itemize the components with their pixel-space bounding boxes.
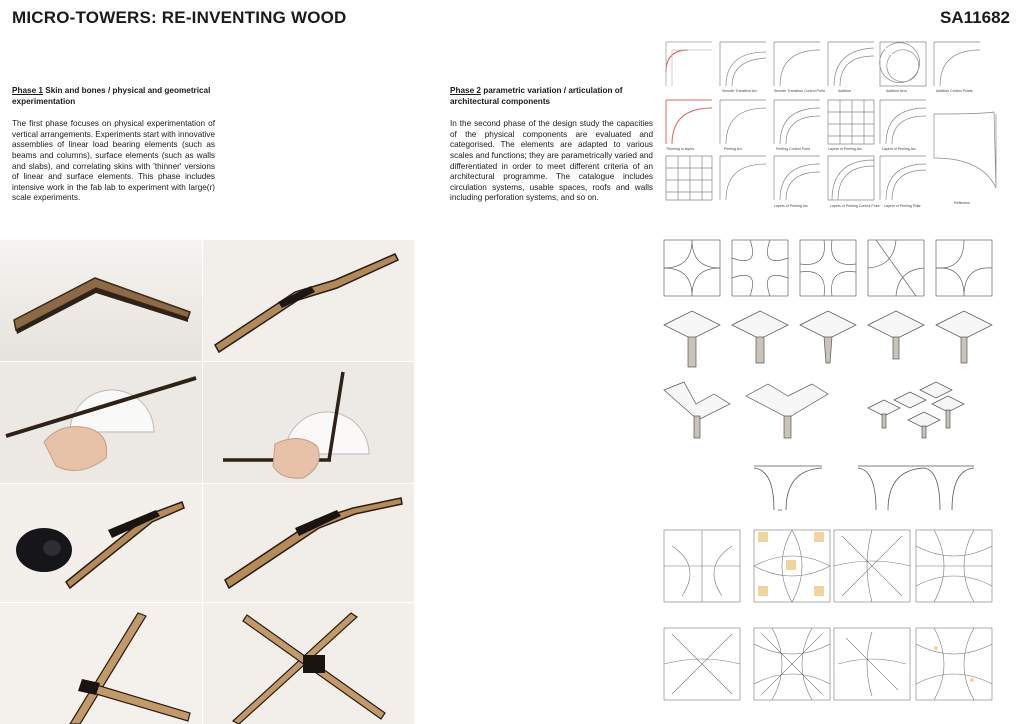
phase2-body: In the second phase of the design study the capacities of the physical components are evaluated and categorised. The elements are adapted to various scales and functions; they are parametrically varied and differentiated in order to meet different criteria of an architectural programme. The catalogue includes circulation systems, usable spaces, roofs and walls including perforation systems, and so on. xyxy=(450,119,653,203)
bent-beam-image xyxy=(0,240,202,361)
phase2-heading-text: parametric variation / articulation of architectural components xyxy=(450,86,623,106)
photo-split-beam xyxy=(0,603,202,724)
phase2-label: Phase 2 xyxy=(450,86,481,95)
axonometric-units-row xyxy=(662,305,1002,375)
label-smooth-cp: Smooth Transition Control Point xyxy=(774,89,825,93)
label-addition: Addition xyxy=(838,89,851,93)
page-title: MICRO-TOWERS: RE-INVENTING WOOD xyxy=(12,8,347,27)
photo-bent-beam-2 xyxy=(203,240,414,361)
section-profiles-diagram xyxy=(662,462,1002,512)
label-layers-peeling-2: Layers of Peeling Arc xyxy=(882,147,916,151)
split-beam-image xyxy=(0,603,202,724)
plan-tiles-row xyxy=(662,238,1002,298)
label-reflection: Reflection xyxy=(954,201,970,205)
plan-tiles-diagram xyxy=(662,238,1002,298)
phase1-label: Phase 1 xyxy=(12,86,43,95)
axonometric-units-diagram xyxy=(662,305,1002,375)
phase2-heading xyxy=(450,86,653,107)
protractor-image xyxy=(203,362,414,483)
label-layers-peeling-3: Layers of Peeling Arc xyxy=(774,204,808,208)
axonometric-assemblies-row xyxy=(662,378,1002,440)
label-layers-peeling-pillar: Layers of Peeling Pillar xyxy=(884,204,921,208)
protractor-image xyxy=(0,362,202,483)
plan-assemblies-row-2 xyxy=(662,624,1002,704)
phase1-heading-text: Skin and bones / physical and geometrical experimentation xyxy=(12,86,211,106)
photo-tape-beam-2 xyxy=(203,484,414,602)
label-peeling-cp: Peeling Control Point xyxy=(776,147,810,151)
cross-beam-image xyxy=(203,603,414,724)
label-thinning: Thinning in layers xyxy=(666,147,695,151)
label-addition-arcs: Addition Arcs xyxy=(886,89,907,93)
photo-protractor-1 xyxy=(0,362,202,483)
photo-cross-beam xyxy=(203,603,414,724)
label-addition-cp: Addition Control Points xyxy=(936,89,973,93)
photo-bent-beam-1 xyxy=(0,240,202,361)
plan-assemblies-row-1 xyxy=(662,526,1002,606)
plan-assemblies-diagram xyxy=(662,624,1002,704)
photo-tape-beam-1 xyxy=(0,484,202,602)
phase2-text-block xyxy=(450,86,653,204)
label-smooth-arc: Smooth Transition Arc xyxy=(722,89,758,93)
section-profiles-row xyxy=(662,462,1002,512)
project-code: SA11682 xyxy=(940,8,1010,27)
arc-diagram-grid xyxy=(662,38,1002,210)
phase1-body: The first phase focuses on physical experimentation of vertical arrangements. Experiments start with innovative assemblies of linear load bearing elements (such as beams and columns), surface elements (such as walls and slabs), and correlating skins with 'thinner' versions of linear and surface elements. This phase includes intensive work in the fab lab to experiment with large(r) scale experiments. xyxy=(12,119,215,203)
phase1-heading xyxy=(12,86,215,107)
arc-variation-catalogue xyxy=(662,38,1002,210)
axonometric-assemblies-diagram xyxy=(662,378,1002,440)
label-layers-peeling-1: Layers of Peeling Arc xyxy=(828,147,862,151)
label-layers-peeling-cp: Layers of Peeling Control Point xyxy=(830,204,880,208)
plan-assemblies-diagram xyxy=(662,526,1002,606)
photo-protractor-2 xyxy=(203,362,414,483)
bent-beam-image xyxy=(203,240,414,361)
phase1-text-block xyxy=(12,86,215,204)
tape-beam-image xyxy=(0,484,202,602)
label-peeling-arc: Peeling Arc xyxy=(724,147,743,151)
tape-beam-image xyxy=(203,484,414,602)
